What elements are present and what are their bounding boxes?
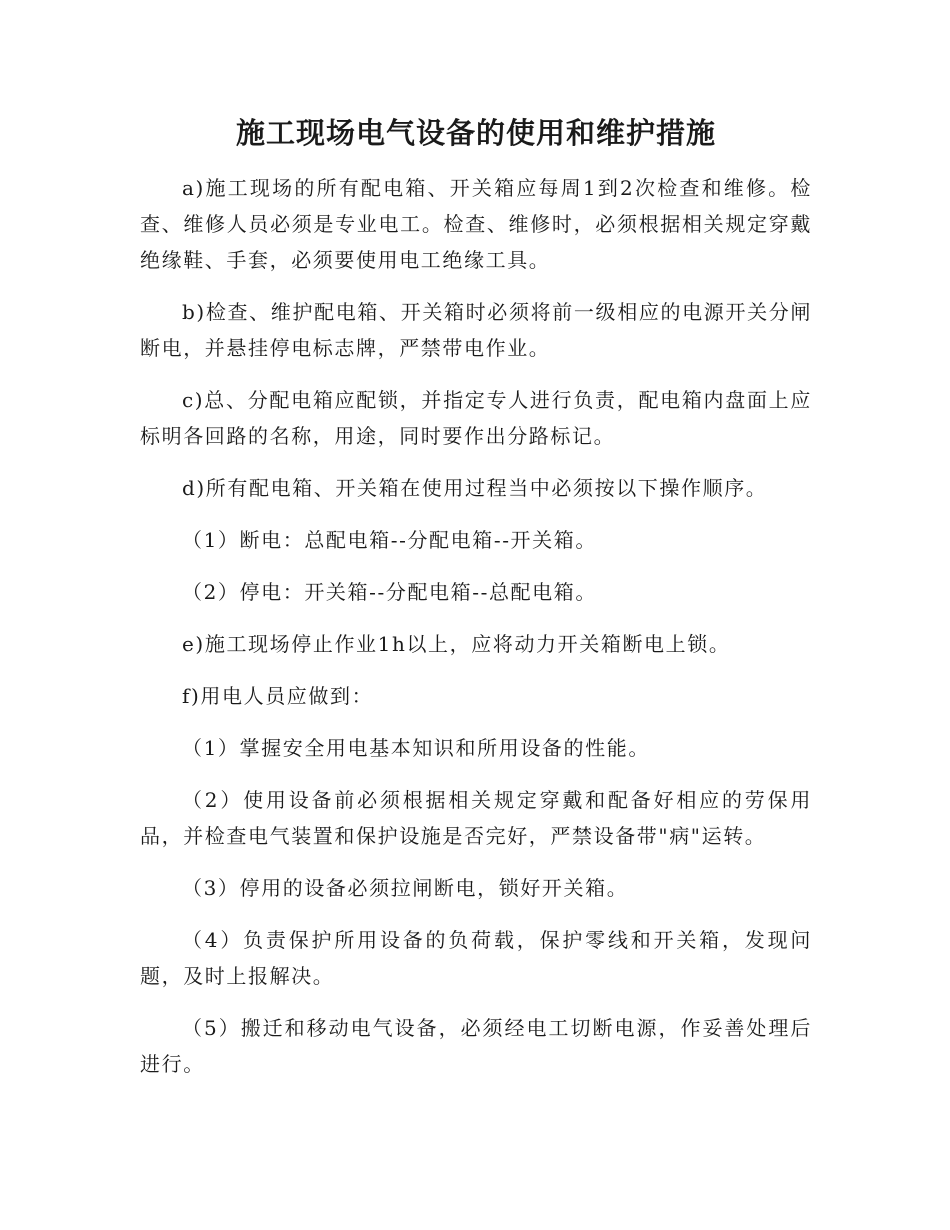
paragraph-d: d)所有配电箱、开关箱在使用过程当中必须按以下操作顺序。: [182, 476, 768, 500]
paragraph-c: c)总、分配电箱应配锁，并指定专人进行负责，配电箱内盘面上应标明各回路的名称，用途，同时要作出分路标记。: [140, 388, 812, 448]
document-title: 施工现场电气设备的使用和维护措施: [235, 116, 716, 150]
paragraph-a: a)施工现场的所有配电箱、开关箱应每周1到2次检查和维修。检查、维修人员必须是专业电工。检查、维修时，必须根据相关规定穿戴绝缘鞋、手套，必须要使用电工绝缘工具。: [140, 176, 812, 272]
paragraph-f-item-2: （2）使用设备前必须根据相关规定穿戴和配备好相应的劳保用品，并检查电气装置和保护设施是否完好，严禁设备带"病"运转。: [140, 788, 812, 848]
paragraph-d-item-2: （2）停电：开关箱--分配电箱--总配电箱。: [182, 580, 597, 604]
paragraph-f-item-4: （4）负责保护所用设备的负荷载，保护零线和开关箱，发现问题，及时上报解决。: [140, 928, 812, 988]
paragraph-f: f)用电人员应做到：: [182, 684, 374, 708]
paragraph-d-item-1: （1）断电：总配电箱--分配电箱--开关箱。: [182, 528, 597, 552]
paragraph-f-item-3: （3）停用的设备必须拉闸断电，锁好开关箱。: [182, 876, 629, 900]
paragraph-f-item-1: （1）掌握安全用电基本知识和所用设备的性能。: [182, 736, 650, 760]
paragraph-e: e)施工现场停止作业1h以上，应将动力开关箱断电上锁。: [182, 632, 731, 656]
paragraph-b: b)检查、维护配电箱、开关箱时必须将前一级相应的电源开关分闸断电，并悬挂停电标志牌，严禁带电作业。: [140, 300, 812, 360]
document-page: [140, 112, 812, 1098]
paragraph-f-item-5: （5）搬迁和移动电气设备，必须经电工切断电源，作妥善处理后进行。: [140, 1016, 812, 1076]
